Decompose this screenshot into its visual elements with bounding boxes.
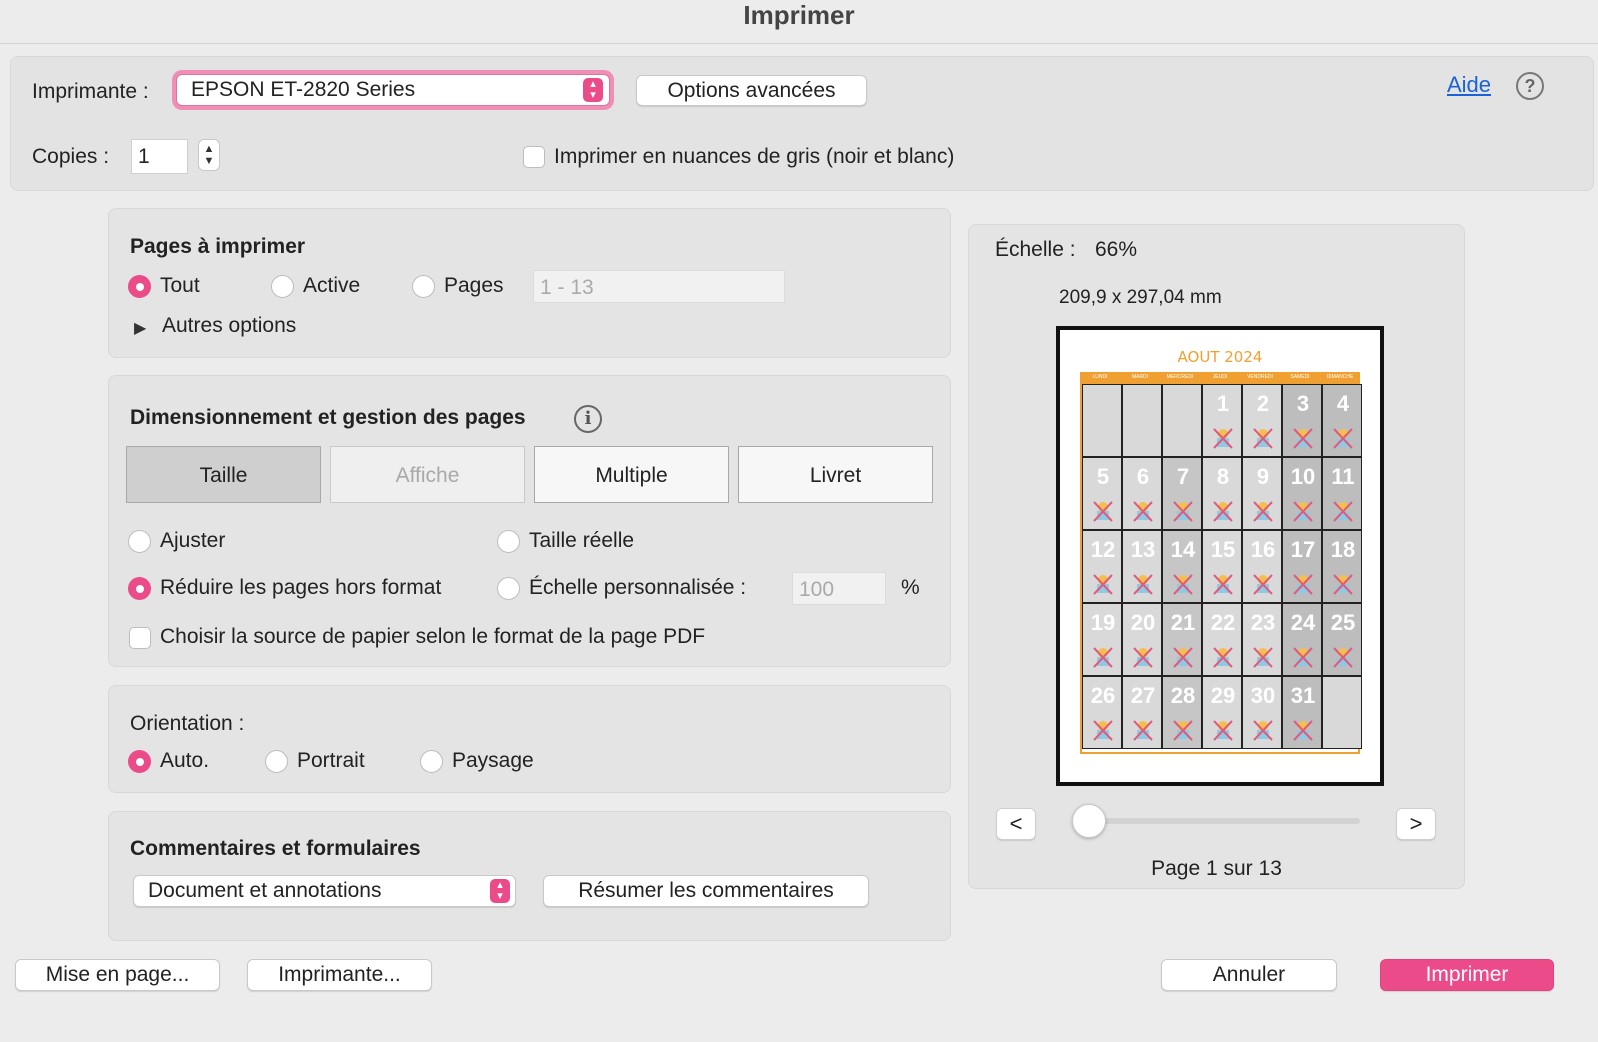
calendar-day-number: 23 xyxy=(1250,610,1276,635)
printer-button[interactable]: Imprimante... xyxy=(247,959,432,991)
tab-poster[interactable]: Affiche xyxy=(330,446,525,503)
page-indicator: Page 1 sur 13 xyxy=(1151,857,1282,880)
calendar-empty-cell xyxy=(1162,384,1202,457)
orientation-panel xyxy=(108,685,951,793)
calendar-day-number: 17 xyxy=(1290,537,1316,562)
calendar-activity-icon xyxy=(1213,427,1233,449)
popup-arrows-icon: ▴ ▾ xyxy=(583,78,603,102)
weekday-label: MERCREDI xyxy=(1166,374,1194,380)
calendar-activity-icon xyxy=(1253,500,1273,522)
copies-label: Copies : xyxy=(32,145,110,168)
sizing-heading: Dimensionnement et gestion des pages xyxy=(130,406,526,429)
printer-select-value: EPSON ET-2820 Series xyxy=(191,78,416,101)
calendar-activity-icon xyxy=(1093,719,1113,741)
calendar-day-number: 24 xyxy=(1290,610,1316,635)
calendar-activity-icon xyxy=(1253,646,1273,668)
calendar-empty-cell xyxy=(1322,676,1362,749)
calendar-activity-icon xyxy=(1093,573,1113,595)
calendar-day-cell xyxy=(1082,603,1122,676)
calendar-grid xyxy=(1080,382,1360,754)
orientation-auto-radio[interactable] xyxy=(128,750,151,773)
info-icon[interactable]: i xyxy=(574,405,602,433)
advanced-options-button[interactable]: Options avancées xyxy=(636,75,867,106)
calendar-day-cell xyxy=(1242,384,1282,457)
calendar-day-number: 14 xyxy=(1170,537,1196,562)
pages-all-label: Tout xyxy=(160,274,200,297)
calendar-day-cell xyxy=(1122,530,1162,603)
calendar-activity-icon xyxy=(1173,573,1193,595)
custom-scale-label: Échelle personnalisée : xyxy=(529,576,747,599)
calendar-activity-icon xyxy=(1133,646,1153,668)
calendar-day-number: 27 xyxy=(1130,683,1156,708)
shrink-radio[interactable] xyxy=(128,577,151,600)
orientation-auto-label: Auto. xyxy=(160,749,210,772)
page-slider-knob[interactable] xyxy=(1072,804,1106,838)
calendar-activity-icon xyxy=(1253,573,1273,595)
calendar-day-number: 20 xyxy=(1130,610,1156,635)
calendar-activity-icon xyxy=(1213,646,1233,668)
calendar-day-cell xyxy=(1082,457,1122,530)
calendar-activity-icon xyxy=(1293,573,1313,595)
calendar-activity-icon xyxy=(1213,500,1233,522)
calendar-activity-icon xyxy=(1173,500,1193,522)
calendar-day-number: 9 xyxy=(1256,464,1270,489)
help-icon[interactable]: ? xyxy=(1516,72,1544,100)
calendar-activity-icon xyxy=(1173,646,1193,668)
calendar-day-number: 2 xyxy=(1256,391,1270,416)
calendar-day-cell xyxy=(1322,457,1362,530)
copies-stepper[interactable]: ▲ ▼ xyxy=(198,139,220,171)
calendar-day-cell xyxy=(1322,384,1362,457)
calendar-day-number: 4 xyxy=(1336,391,1350,416)
weekday-label: LUNDI xyxy=(1092,374,1108,380)
calendar-day-cell xyxy=(1162,603,1202,676)
calendar-empty-cell xyxy=(1122,384,1162,457)
tab-multiple[interactable]: Multiple xyxy=(534,446,729,503)
calendar-day-cell xyxy=(1082,530,1122,603)
paper-source-checkbox[interactable] xyxy=(129,627,151,649)
weekday-header xyxy=(1080,372,1360,382)
calendar-activity-icon xyxy=(1293,500,1313,522)
page-preview xyxy=(1056,326,1384,786)
help-link[interactable]: Aide xyxy=(1447,72,1492,97)
weekday-label: JEUDI xyxy=(1212,374,1228,380)
calendar-day-number: 30 xyxy=(1250,683,1276,708)
calendar-day-number: 31 xyxy=(1290,683,1316,708)
pages-all-radio[interactable] xyxy=(128,275,151,298)
calendar-activity-icon xyxy=(1293,719,1313,741)
calendar-day-number: 26 xyxy=(1090,683,1116,708)
calendar-activity-icon xyxy=(1333,500,1353,522)
calendar-day-number: 21 xyxy=(1170,610,1196,635)
calendar-page xyxy=(1070,340,1370,761)
calendar-activity-icon xyxy=(1333,573,1353,595)
calendar-activity-icon xyxy=(1253,719,1273,741)
comments-select[interactable] xyxy=(133,875,516,907)
calendar-day-number: 5 xyxy=(1096,464,1110,489)
calendar-day-cell xyxy=(1242,530,1282,603)
custom-scale-radio[interactable] xyxy=(497,577,520,600)
calendar-activity-icon xyxy=(1333,427,1353,449)
page-dimensions: 209,9 x 297,04 mm xyxy=(1059,287,1222,308)
calendar-day-number: 22 xyxy=(1210,610,1236,635)
tab-booklet[interactable]: Livret xyxy=(738,446,933,503)
previous-page-button[interactable]: < xyxy=(996,808,1036,840)
calendar-day-number: 18 xyxy=(1330,537,1356,562)
popup-arrows-icon: ▴ ▾ xyxy=(490,879,510,903)
calendar-activity-icon xyxy=(1133,573,1153,595)
calendar-day-number: 1 xyxy=(1216,391,1230,416)
calendar-day-cell xyxy=(1122,457,1162,530)
calendar-day-cell xyxy=(1122,676,1162,749)
calendar-day-number: 6 xyxy=(1136,464,1150,489)
calendar-day-cell xyxy=(1282,603,1322,676)
orientation-landscape-label: Paysage xyxy=(452,749,534,772)
calendar-activity-icon xyxy=(1173,719,1193,741)
custom-scale-input[interactable]: 100 xyxy=(792,572,886,605)
printer-select[interactable] xyxy=(176,74,610,106)
calendar-activity-icon xyxy=(1133,500,1153,522)
calendar-day-number: 7 xyxy=(1176,464,1190,489)
calendar-day-cell xyxy=(1322,603,1362,676)
comments-select-value: Document et annotations xyxy=(148,879,382,902)
more-options-label[interactable]: Autres options xyxy=(162,314,297,337)
pages-range-radio[interactable] xyxy=(412,275,435,298)
calendar-day-number: 11 xyxy=(1331,464,1355,489)
calendar-day-cell xyxy=(1322,530,1362,603)
printer-label: Imprimante : xyxy=(32,80,149,103)
orientation-landscape-radio[interactable] xyxy=(420,750,443,773)
orientation-portrait-label: Portrait xyxy=(297,749,365,772)
calendar-day-cell xyxy=(1282,676,1322,749)
grayscale-label: Imprimer en nuances de gris (noir et blanc) xyxy=(554,145,955,168)
paper-source-label: Choisir la source de papier selon le format de la page PDF xyxy=(160,625,706,648)
weekday-label: DIMANCHE xyxy=(1326,374,1354,380)
summarize-comments-button[interactable]: Résumer les commentaires xyxy=(543,875,869,907)
calendar-day-number: 29 xyxy=(1210,683,1236,708)
calendar-activity-icon xyxy=(1093,500,1113,522)
calendar-day-cell xyxy=(1202,384,1242,457)
calendar-activity-icon xyxy=(1213,573,1233,595)
cancel-button[interactable]: Annuler xyxy=(1161,959,1337,991)
calendar-activity-icon xyxy=(1213,719,1233,741)
calendar-activity-icon xyxy=(1293,427,1313,449)
calendar-day-number: 8 xyxy=(1216,464,1230,489)
percent-sign: % xyxy=(901,576,920,599)
comments-heading: Commentaires et formulaires xyxy=(130,837,421,860)
pages-range-label: Pages xyxy=(444,274,504,297)
orientation-heading: Orientation : xyxy=(130,712,245,735)
calendar-day-cell xyxy=(1282,384,1322,457)
tab-size[interactable]: Taille xyxy=(126,446,321,503)
calendar-empty-cell xyxy=(1082,384,1122,457)
calendar-activity-icon xyxy=(1253,427,1273,449)
calendar-day-cell xyxy=(1242,603,1282,676)
calendar-day-cell xyxy=(1122,603,1162,676)
calendar-day-cell xyxy=(1202,457,1242,530)
orientation-portrait-radio[interactable] xyxy=(265,750,288,773)
page-slider[interactable] xyxy=(1085,818,1360,824)
calendar-day-number: 16 xyxy=(1250,537,1276,562)
print-button[interactable]: Imprimer xyxy=(1380,959,1554,991)
weekday-label: MARDI xyxy=(1131,374,1149,380)
actual-size-radio[interactable] xyxy=(497,530,520,553)
pages-active-label: Active xyxy=(303,274,361,297)
window-title: Imprimer xyxy=(743,0,855,30)
calendar-day-cell xyxy=(1202,603,1242,676)
calendar-activity-icon xyxy=(1133,719,1153,741)
calendar-day-cell xyxy=(1162,676,1202,749)
disclosure-triangle-icon[interactable]: ▶ xyxy=(134,320,147,337)
calendar-day-number: 25 xyxy=(1330,610,1356,635)
scale-value: 66% xyxy=(1095,238,1138,261)
calendar-day-cell xyxy=(1282,530,1322,603)
calendar-day-cell xyxy=(1242,457,1282,530)
calendar-day-number: 19 xyxy=(1090,610,1116,635)
pages-heading: Pages à imprimer xyxy=(130,235,306,258)
grayscale-checkbox[interactable] xyxy=(523,146,545,168)
copies-input[interactable]: 1 xyxy=(131,139,188,174)
calendar-day-cell xyxy=(1242,676,1282,749)
calendar-day-cell xyxy=(1162,457,1202,530)
calendar-day-number: 3 xyxy=(1296,391,1310,416)
page-setup-button[interactable]: Mise en page... xyxy=(15,959,220,991)
calendar-day-number: 28 xyxy=(1170,683,1196,708)
calendar-activity-icon xyxy=(1293,646,1313,668)
shrink-label: Réduire les pages hors format xyxy=(160,576,442,599)
pages-active-radio[interactable] xyxy=(271,275,294,298)
calendar-day-number: 10 xyxy=(1290,464,1316,489)
fit-label: Ajuster xyxy=(160,529,226,552)
weekday-label: VENDREDI xyxy=(1247,374,1273,380)
fit-radio[interactable] xyxy=(128,530,151,553)
actual-size-label: Taille réelle xyxy=(529,529,635,552)
calendar-day-number: 12 xyxy=(1090,537,1116,562)
calendar-activity-icon xyxy=(1093,646,1113,668)
calendar-day-cell xyxy=(1282,457,1322,530)
calendar-day-cell xyxy=(1202,676,1242,749)
calendar-day-number: 13 xyxy=(1130,537,1156,562)
calendar-title: AOUT 2024 xyxy=(1177,348,1263,366)
scale-label: Échelle : xyxy=(995,238,1076,261)
calendar-day-number: 15 xyxy=(1210,537,1236,562)
weekday-label: SAMEDI xyxy=(1290,374,1310,380)
next-page-button[interactable]: > xyxy=(1396,808,1436,840)
calendar-day-cell xyxy=(1202,530,1242,603)
calendar-day-cell xyxy=(1162,530,1202,603)
calendar-day-cell xyxy=(1082,676,1122,749)
pages-range-input[interactable]: 1 - 13 xyxy=(533,270,785,303)
calendar-activity-icon xyxy=(1333,646,1353,668)
